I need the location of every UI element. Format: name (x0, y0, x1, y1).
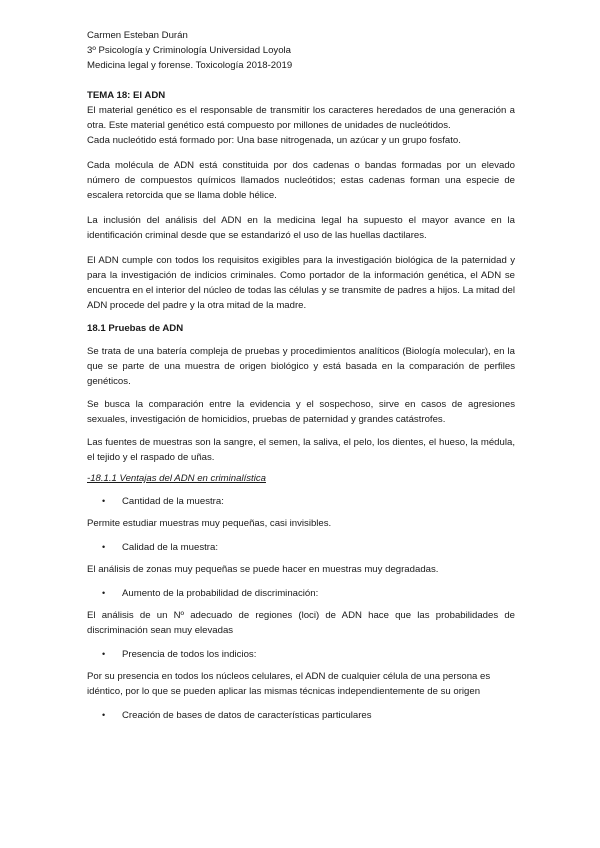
bullet-icon: • (102, 649, 106, 659)
bullet-title-text: Creación de bases de datos de características particulares (122, 710, 372, 721)
document-title: TEMA 18: El ADN (87, 90, 166, 101)
bullet-title-text: Calidad de la muestra: (122, 542, 218, 553)
bullet-icon: • (102, 542, 106, 552)
section-paragraph-3: Las fuentes de muestras son la sangre, el semen, la saliva, el pelo, los dientes, el hueso, la médula, el tejido y el raspado de uñas. (87, 437, 515, 463)
bullet-title-text: Cantidad de la muestra: (122, 496, 224, 507)
bullet-title (87, 647, 515, 662)
advantage-item-3 (87, 586, 515, 638)
bullet-title (87, 540, 515, 555)
intro-paragraph-2: Cada nucleótido está formado por: Una base nitrogenada, un azúcar y un grupo fosfato. (87, 135, 461, 146)
bullet-icon: • (102, 588, 106, 598)
bullet-title (87, 708, 515, 723)
bullet-description: Permite estudiar muestras muy pequeñas, casi invisibles. (87, 518, 332, 529)
course-info: 3º Psicología y Criminología Universidad Loyola (87, 45, 292, 56)
bullet-description: Por su presencia en todos los núcleos celulares, el ADN de cualquier célula de una persona es idéntico, por lo que se pueden aplicar las mismas técnicas independientemente de su origen (87, 671, 491, 697)
bullet-description: El análisis de zonas muy pequeñas se puede hacer en muestras muy degradadas. (87, 564, 439, 575)
advantage-item-5 (87, 708, 515, 723)
intro-paragraph-1: El material genético es el responsable de transmitir los caracteres heredados de una generación a otra. Este material genético está compuesto por millones de unidades de nucleótidos. (87, 105, 515, 131)
subject-info: Medicina legal y forense. Toxicología 2018-2019 (87, 60, 293, 71)
author-name: Carmen Esteban Durán (87, 30, 188, 41)
bullet-title-text: Presencia de todos los indicios: (122, 649, 257, 660)
bullet-title (87, 494, 515, 509)
bullet-icon: • (102, 710, 106, 720)
advantage-item-2 (87, 540, 515, 577)
bullet-title-text: Aumento de la probabilidad de discriminación: (122, 588, 319, 599)
body-paragraph-1: Cada molécula de ADN está constituida por dos cadenas o bandas formadas por un elevado número de compuestos químicos llamados nucleótidos; estas cadenas forman una especie de escalera retorcida que se llama doble hélice. (87, 160, 515, 201)
bullet-title (87, 586, 515, 601)
advantage-item-4 (87, 647, 515, 699)
bullet-icon: • (102, 496, 106, 506)
section-paragraph-1: Se trata de una batería compleja de pruebas y procedimientos analíticos (Biología molecular), en la que se parte de una muestra de origen biológico y está basada en la comparación de perfiles genéticos. (87, 346, 515, 387)
advantage-item-1 (87, 494, 515, 531)
body-paragraph-2: La inclusión del análisis del ADN en la medicina legal ha supuesto el mayor avance en la identificación criminal desde que se estandarizó el uso de las huellas dactilares. (87, 215, 515, 241)
subsection-heading: -18.1.1 Ventajas del ADN en criminalística (87, 473, 266, 484)
bullet-description: El análisis de un Nº adecuado de regiones (loci) de ADN hace que las probabilidades de discriminación sean muy elevadas (87, 610, 515, 636)
section-heading: 18.1 Pruebas de ADN (87, 323, 184, 334)
body-paragraph-3: El ADN cumple con todos los requisitos exigibles para la investigación biológica de la paternidad y para la investigación de indicios criminales. Como portador de la información genética, el ADN se encuentra en el interior del núcleo de todas las células y se transmite de padres a hijos. La mitad del ADN procede del padre y la otra mitad de la madre. (87, 255, 515, 311)
document-body (87, 28, 515, 723)
section-paragraph-2: Se busca la comparación entre la evidencia y el sospechoso, sirve en casos de agresiones sexuales, investigación de homicidios, pruebas de paternidad y grandes catástrofes. (87, 399, 515, 425)
